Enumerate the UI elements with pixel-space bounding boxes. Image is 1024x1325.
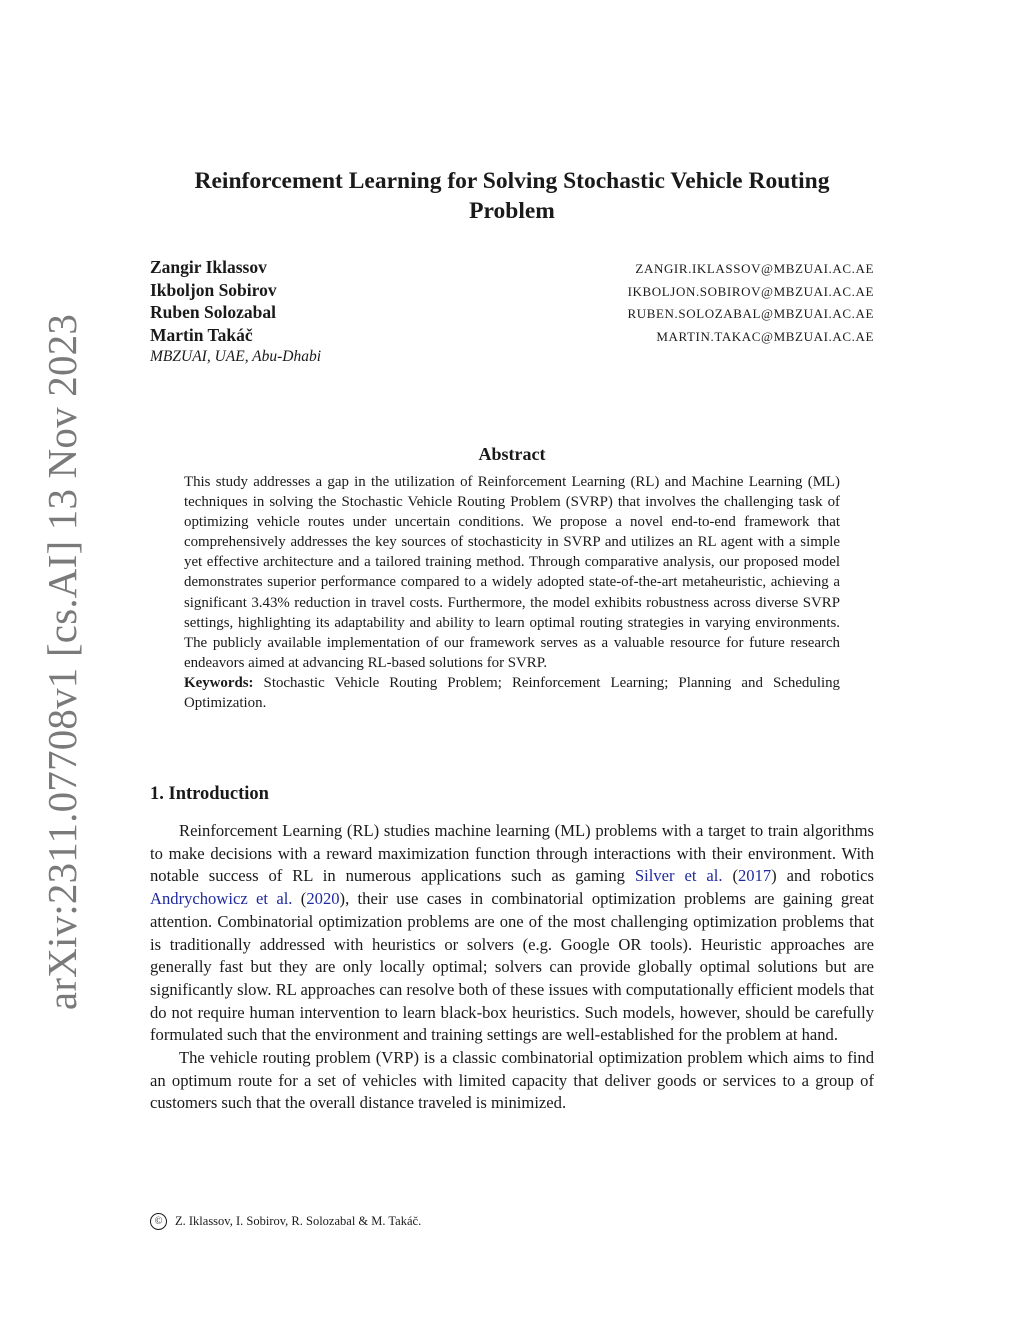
citation-paren: (: [722, 866, 738, 886]
intro-text: , their use cases in combinatorial optimization problems are gaining great attention. Combinatorial optimization problems are one of the most challenging optimization problems that is traditionally addressed with heuristics or solvers (e.g. Google OR tools). Heuristic approaches are generally fast but they are only locally optimal; solvers can provide globally optimal solutions but are significantly slow. RL approaches can resolve both of these issues with computationally efficient models that do not require human intervention to learn black-box heuristics. Such models, however, should be carefully formulated such that the environment and training settings are well-established for the problem at hand.: [150, 889, 874, 1045]
author-email[interactable]: IKBOLJON.SOBIROV@MBZUAI.AC.AE: [627, 283, 874, 299]
keywords-text: Stochastic Vehicle Routing Problem; Reinforcement Learning; Planning and Scheduling Optimization.: [184, 674, 840, 712]
author-email[interactable]: RUBEN.SOLOZABAL@MBZUAI.AC.AE: [627, 306, 874, 321]
author-row: [150, 302, 874, 325]
intro-text: and robotics: [776, 866, 874, 886]
citation-paren: ): [771, 866, 777, 886]
author-row: [150, 257, 874, 280]
abstract-body: [184, 472, 840, 713]
paper-title: Reinforcement Learning for Solving Stochastic Vehicle Routing Problem: [194, 168, 830, 224]
introduction-body: [150, 820, 874, 1115]
intro-paragraph: The vehicle routing problem (VRP) is a classic combinatorial optimization problem which aims to find an optimum route for a set of vehicles with limited capacity that deliver goods or services to a group of customers such that the overall distance traveled is minimized.: [150, 1048, 874, 1113]
citation-paren: ): [339, 889, 346, 909]
author-row: [150, 325, 874, 348]
author-row: [150, 280, 874, 303]
citation-link[interactable]: Andrychowicz et al.: [150, 889, 293, 909]
abstract-text: This study addresses a gap in the utilization of Reinforcement Learning (RL) and Machine Learning (ML) techniques in solving the Stochastic Vehicle Routing Problem (SVRP) that involves the challenging task of optimizing vehicle routes under uncertain conditions. We propose a novel end-to-end framework that comprehensively addresses the key sources of stochasticity in SVRP and utilizes an RL agent with a simple yet effective architecture and a tailored training method. Through comparative analysis, our proposed model demonstrates superior performance compared to a widely adopted state-of-the-art metaheuristic, achieving a significant 3.43% reduction in travel costs. Furthermore, the model exhibits robustness across diverse SVRP settings, highlighting its adaptability and ability to learn optimal routing strategies in varying environments. The publicly available implementation of our framework serves as a valuable resource for future research endeavors aimed at advancing RL-based solutions for SVRP.: [184, 474, 840, 671]
author-name: Martin Takáč: [150, 324, 253, 345]
citation-link[interactable]: Silver et al.: [634, 866, 723, 886]
citation-paren: (: [292, 889, 307, 909]
intro-paragraph: [150, 820, 874, 1047]
intro-text: Reinforcement Learning (RL) studies machine learning (ML) problems with a target to train algorithms to make decisions with a reward maximization function through interactions with their environment. With notable success of RL in numerous applications such as gaming: [150, 821, 874, 886]
citation-year-link[interactable]: 2020: [306, 889, 340, 909]
arxiv-identifier-stamp: arXiv:2311.07708v1 [cs.AI] 13 Nov 2023: [39, 313, 85, 1011]
author-name: Zangir Iklassov: [150, 257, 267, 277]
affiliation: MBZUAI, UAE, Abu-Dhabi: [150, 348, 322, 365]
copyright-footer: [150, 1213, 421, 1230]
keywords-label: Keywords:: [184, 674, 254, 691]
author-name: Ikboljon Sobirov: [150, 279, 277, 300]
abstract-heading: Abstract: [478, 444, 546, 464]
author-email[interactable]: MARTIN.TAKAC@MBZUAI.AC.AE: [656, 328, 874, 344]
section-heading-introduction: 1. Introduction: [150, 784, 269, 804]
keywords: [184, 673, 840, 713]
copyright-icon: ©: [150, 1213, 167, 1230]
author-block: [150, 257, 874, 366]
copyright-text: Z. Iklassov, I. Sobirov, R. Solozabal & M. Takáč.: [175, 1214, 422, 1228]
author-name: Ruben Solozabal: [150, 302, 276, 322]
author-email[interactable]: ZANGIR.IKLASSOV@MBZUAI.AC.AE: [635, 261, 874, 276]
citation-year-link[interactable]: 2017: [737, 866, 772, 886]
